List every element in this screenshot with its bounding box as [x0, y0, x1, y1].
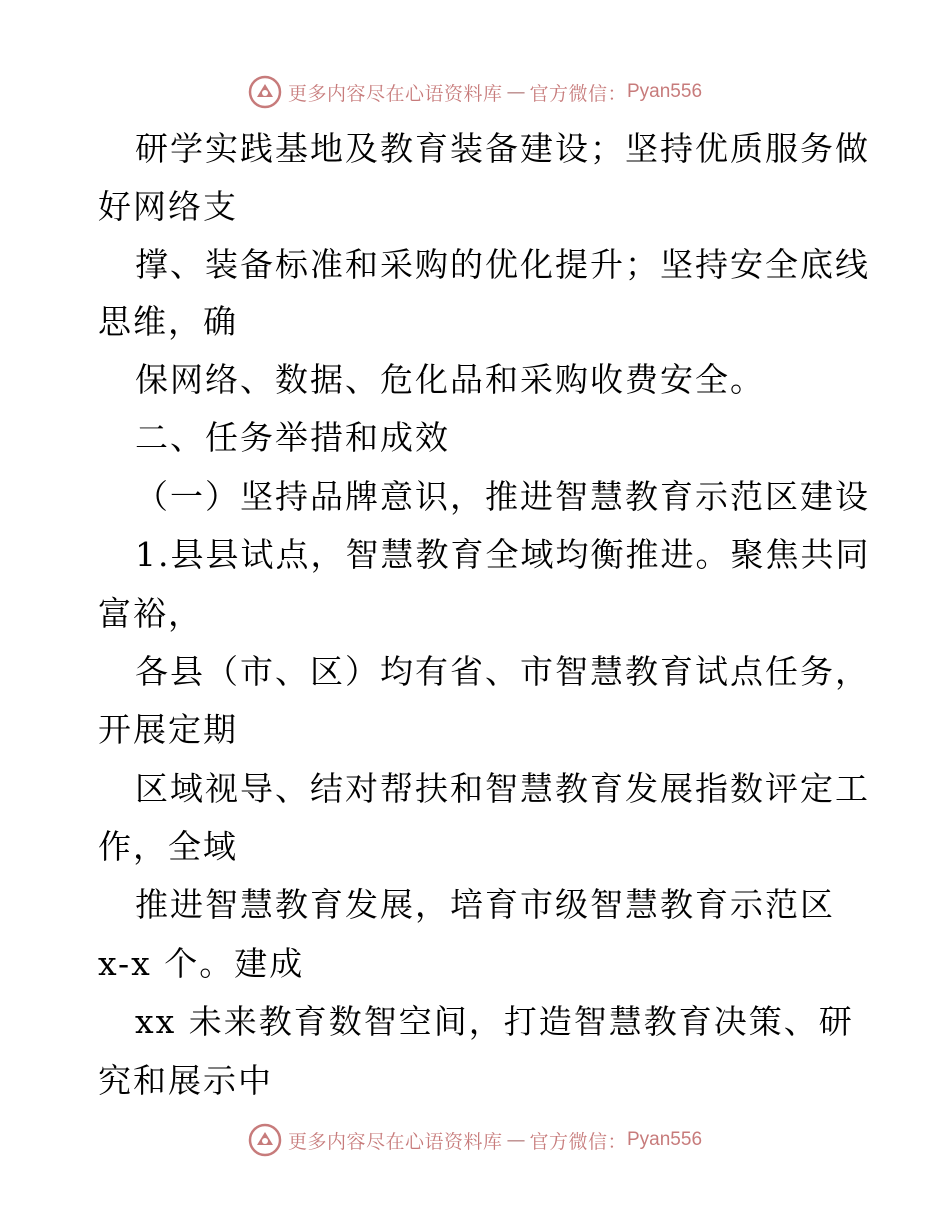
watermark-text: 更多内容尽在心语资料库 [287, 82, 503, 105]
watermark-wechat-label: 官方微信： [529, 1130, 627, 1153]
watermark-wechat-label: 官方微信： [529, 82, 627, 105]
section-heading: 二、任务举措和成效 [135, 418, 450, 457]
watermark-wechat-id: Pyan556 [627, 1129, 703, 1150]
paragraph-line: 好网络支 [98, 187, 238, 226]
paragraph-line: 保网络、数据、危化品和采购收费安全。 [135, 360, 765, 399]
paragraph-line: x-x 个。建成 [98, 944, 305, 983]
paragraph-line: xx 未来教育数智空间，打造智慧教育决策、研 [135, 1002, 854, 1041]
paragraph-line: 撑、装备标准和采购的优化提升；坚持安全底线 [135, 245, 870, 284]
watermark-separator: — [506, 1129, 526, 1151]
paragraph-line: 作，全域 [98, 827, 238, 866]
paragraph-line: 研学实践基地及教育装备建设；坚持优质服务做 [135, 129, 870, 168]
brand-seal-icon [248, 75, 282, 109]
paragraph-line: 思维，确 [98, 302, 238, 341]
watermark-footer [0, 1120, 950, 1160]
watermark-text: 更多内容尽在心语资料库 [287, 1130, 503, 1153]
paragraph-line: 推进智慧教育发展，培育市级智慧教育示范区 [135, 885, 835, 924]
watermark-separator: — [506, 81, 526, 103]
paragraph-line: 区域视导、结对帮扶和智慧教育发展指数评定工 [135, 769, 870, 808]
paragraph-line: 各县（市、区）均有省、市智慧教育试点任务， [135, 652, 870, 691]
paragraph-line: 1.县县试点，智慧教育全域均衡推进。聚焦共同 [135, 535, 871, 574]
subsection-heading: （一）坚持品牌意识，推进智慧教育示范区建设 [135, 477, 870, 516]
paragraph-line: 开展定期 [98, 710, 238, 749]
paragraph-line: 究和展示中 [98, 1061, 273, 1100]
watermark-header [0, 72, 950, 112]
paragraph-line: 富裕， [98, 594, 203, 633]
watermark-wechat-id: Pyan556 [627, 81, 703, 102]
brand-seal-icon [248, 1123, 282, 1157]
